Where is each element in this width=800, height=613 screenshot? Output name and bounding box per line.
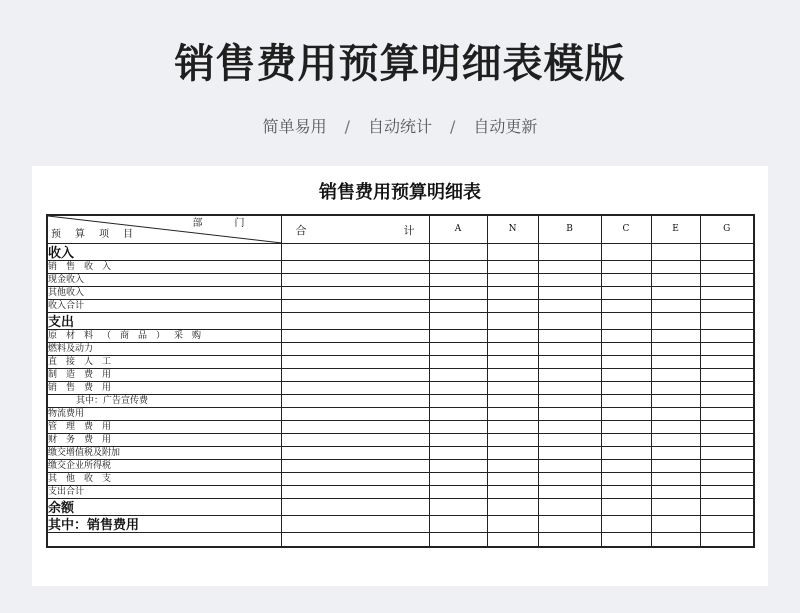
value-cell[interactable] bbox=[651, 261, 700, 274]
table-row bbox=[47, 330, 754, 343]
value-cell[interactable] bbox=[601, 261, 651, 274]
value-cell[interactable] bbox=[601, 313, 651, 330]
row-label: 管理费用 bbox=[47, 421, 281, 434]
value-cell[interactable] bbox=[700, 356, 754, 369]
value-cell[interactable] bbox=[700, 473, 754, 486]
value-cell[interactable] bbox=[700, 421, 754, 434]
value-cell[interactable] bbox=[429, 486, 487, 499]
row-label: 收入合计 bbox=[47, 300, 281, 313]
row-label: 缴交增值税及附加 bbox=[47, 447, 281, 460]
row-label: 原材料（商品）采购 bbox=[47, 330, 281, 343]
value-cell[interactable] bbox=[429, 460, 487, 473]
value-cell[interactable] bbox=[281, 421, 429, 434]
value-cell[interactable] bbox=[700, 533, 754, 547]
value-cell[interactable] bbox=[651, 343, 700, 356]
value-cell[interactable] bbox=[538, 274, 601, 287]
value-cell[interactable] bbox=[429, 330, 487, 343]
value-cell[interactable] bbox=[700, 261, 754, 274]
value-cell[interactable] bbox=[651, 473, 700, 486]
category-row bbox=[47, 244, 754, 261]
value-cell[interactable] bbox=[429, 516, 487, 533]
value-cell[interactable] bbox=[487, 395, 538, 408]
value-cell[interactable] bbox=[487, 408, 538, 421]
value-cell[interactable] bbox=[651, 434, 700, 447]
spreadsheet-preview bbox=[32, 166, 768, 586]
row-label: 收入 bbox=[47, 244, 281, 261]
value-cell[interactable] bbox=[429, 533, 487, 547]
value-cell[interactable] bbox=[700, 287, 754, 300]
value-cell[interactable] bbox=[281, 313, 429, 330]
value-cell[interactable] bbox=[651, 447, 700, 460]
category-row bbox=[47, 516, 754, 533]
value-cell[interactable] bbox=[281, 287, 429, 300]
value-cell[interactable] bbox=[601, 499, 651, 516]
value-cell[interactable] bbox=[651, 244, 700, 261]
diagonal-header-cell bbox=[47, 215, 281, 244]
value-cell[interactable] bbox=[429, 499, 487, 516]
feature-tags bbox=[0, 114, 800, 137]
value-cell[interactable] bbox=[601, 473, 651, 486]
table-row bbox=[47, 421, 754, 434]
dept-column-header: C bbox=[601, 215, 651, 244]
row-label: 财务费用 bbox=[47, 434, 281, 447]
value-cell[interactable] bbox=[429, 343, 487, 356]
value-cell[interactable] bbox=[429, 395, 487, 408]
value-cell[interactable] bbox=[651, 287, 700, 300]
value-cell[interactable] bbox=[487, 300, 538, 313]
value-cell[interactable] bbox=[538, 408, 601, 421]
value-cell[interactable] bbox=[281, 533, 429, 547]
value-cell[interactable] bbox=[429, 447, 487, 460]
value-cell[interactable] bbox=[487, 274, 538, 287]
value-cell[interactable] bbox=[700, 330, 754, 343]
row-label: 直接人工 bbox=[47, 356, 281, 369]
row-label: 缴交企业所得税 bbox=[47, 460, 281, 473]
value-cell[interactable] bbox=[429, 287, 487, 300]
value-cell[interactable] bbox=[651, 499, 700, 516]
table-row bbox=[47, 408, 754, 421]
value-cell[interactable] bbox=[487, 533, 538, 547]
value-cell[interactable] bbox=[487, 330, 538, 343]
value-cell[interactable] bbox=[538, 369, 601, 382]
table-row bbox=[47, 300, 754, 313]
value-cell[interactable] bbox=[700, 395, 754, 408]
value-cell[interactable] bbox=[281, 434, 429, 447]
value-cell[interactable] bbox=[601, 369, 651, 382]
value-cell[interactable] bbox=[651, 313, 700, 330]
table-row bbox=[47, 473, 754, 486]
value-cell[interactable] bbox=[429, 408, 487, 421]
value-cell[interactable] bbox=[487, 434, 538, 447]
value-cell[interactable] bbox=[538, 395, 601, 408]
table-row bbox=[47, 486, 754, 499]
value-cell[interactable] bbox=[281, 486, 429, 499]
value-cell[interactable] bbox=[700, 274, 754, 287]
value-cell[interactable] bbox=[651, 274, 700, 287]
value-cell[interactable] bbox=[429, 244, 487, 261]
value-cell[interactable] bbox=[538, 313, 601, 330]
value-cell[interactable] bbox=[700, 343, 754, 356]
value-cell[interactable] bbox=[429, 313, 487, 330]
value-cell[interactable] bbox=[538, 516, 601, 533]
value-cell[interactable] bbox=[538, 382, 601, 395]
table-row bbox=[47, 261, 754, 274]
tag-separator: / bbox=[450, 117, 456, 136]
budget-table bbox=[46, 214, 755, 548]
value-cell[interactable] bbox=[700, 447, 754, 460]
value-cell[interactable] bbox=[538, 421, 601, 434]
value-cell[interactable] bbox=[429, 421, 487, 434]
value-cell[interactable] bbox=[538, 460, 601, 473]
table-row bbox=[47, 447, 754, 460]
row-label: 制造费用 bbox=[47, 369, 281, 382]
dept-header-label: 部门 bbox=[192, 218, 277, 229]
value-cell[interactable] bbox=[538, 447, 601, 460]
value-cell[interactable] bbox=[487, 343, 538, 356]
row-label bbox=[47, 533, 281, 547]
value-cell[interactable] bbox=[601, 343, 651, 356]
total-column-header bbox=[281, 215, 429, 244]
row-label: 燃料及动力 bbox=[47, 343, 281, 356]
value-cell[interactable] bbox=[538, 343, 601, 356]
value-cell[interactable] bbox=[538, 287, 601, 300]
value-cell[interactable] bbox=[601, 408, 651, 421]
value-cell[interactable] bbox=[487, 447, 538, 460]
value-cell[interactable] bbox=[651, 460, 700, 473]
value-cell[interactable] bbox=[601, 287, 651, 300]
value-cell[interactable] bbox=[281, 356, 429, 369]
value-cell[interactable] bbox=[651, 300, 700, 313]
total-header-left: 合 bbox=[295, 224, 307, 237]
value-cell[interactable] bbox=[281, 274, 429, 287]
value-cell[interactable] bbox=[281, 408, 429, 421]
value-cell[interactable] bbox=[700, 434, 754, 447]
row-label: 销售费用 bbox=[47, 382, 281, 395]
value-cell[interactable] bbox=[601, 382, 651, 395]
value-cell[interactable] bbox=[281, 330, 429, 343]
value-cell[interactable] bbox=[487, 287, 538, 300]
value-cell[interactable] bbox=[429, 261, 487, 274]
budget-table-body bbox=[47, 244, 754, 547]
value-cell[interactable] bbox=[487, 261, 538, 274]
value-cell[interactable] bbox=[538, 356, 601, 369]
value-cell[interactable] bbox=[487, 473, 538, 486]
feature-tag-auto-update: 自动更新 bbox=[473, 117, 538, 136]
table-row bbox=[47, 382, 754, 395]
item-header-label: 预算项目 bbox=[51, 229, 147, 240]
row-label: 余额 bbox=[47, 499, 281, 516]
value-cell[interactable] bbox=[601, 447, 651, 460]
value-cell[interactable] bbox=[538, 244, 601, 261]
value-cell[interactable] bbox=[429, 369, 487, 382]
value-cell[interactable] bbox=[429, 382, 487, 395]
value-cell[interactable] bbox=[700, 382, 754, 395]
value-cell[interactable] bbox=[601, 300, 651, 313]
value-cell[interactable] bbox=[281, 300, 429, 313]
value-cell[interactable] bbox=[487, 369, 538, 382]
total-header-right: 计 bbox=[403, 224, 415, 237]
value-cell[interactable] bbox=[281, 261, 429, 274]
value-cell[interactable] bbox=[281, 369, 429, 382]
row-label: 销售收入 bbox=[47, 261, 281, 274]
value-cell[interactable] bbox=[538, 330, 601, 343]
table-row bbox=[47, 356, 754, 369]
value-cell[interactable] bbox=[700, 460, 754, 473]
row-label: 物流费用 bbox=[47, 408, 281, 421]
table-row bbox=[47, 287, 754, 300]
value-cell[interactable] bbox=[651, 516, 700, 533]
value-cell[interactable] bbox=[601, 516, 651, 533]
row-label: 其他收支 bbox=[47, 473, 281, 486]
dept-column-header: A bbox=[429, 215, 487, 244]
dept-column-header: G bbox=[700, 215, 754, 244]
value-cell[interactable] bbox=[281, 395, 429, 408]
value-cell[interactable] bbox=[700, 408, 754, 421]
header-row bbox=[47, 215, 754, 244]
value-cell[interactable] bbox=[281, 460, 429, 473]
value-cell[interactable] bbox=[700, 516, 754, 533]
value-cell[interactable] bbox=[281, 473, 429, 486]
dept-column-header: B bbox=[538, 215, 601, 244]
value-cell[interactable] bbox=[281, 447, 429, 460]
row-label: 其他收入 bbox=[47, 287, 281, 300]
value-cell[interactable] bbox=[429, 473, 487, 486]
value-cell[interactable] bbox=[538, 486, 601, 499]
row-label: 现金收入 bbox=[47, 274, 281, 287]
value-cell[interactable] bbox=[487, 460, 538, 473]
tag-separator: / bbox=[344, 117, 350, 136]
value-cell[interactable] bbox=[487, 421, 538, 434]
value-cell[interactable] bbox=[601, 356, 651, 369]
dept-column-header: N bbox=[487, 215, 538, 244]
category-row bbox=[47, 499, 754, 516]
value-cell[interactable] bbox=[700, 313, 754, 330]
value-cell[interactable] bbox=[601, 460, 651, 473]
value-cell[interactable] bbox=[601, 421, 651, 434]
value-cell[interactable] bbox=[281, 499, 429, 516]
value-cell[interactable] bbox=[429, 300, 487, 313]
value-cell[interactable] bbox=[487, 499, 538, 516]
value-cell[interactable] bbox=[487, 382, 538, 395]
value-cell[interactable] bbox=[429, 356, 487, 369]
value-cell[interactable] bbox=[601, 434, 651, 447]
table-row bbox=[47, 434, 754, 447]
value-cell[interactable] bbox=[601, 274, 651, 287]
value-cell[interactable] bbox=[538, 473, 601, 486]
dept-column-header: E bbox=[651, 215, 700, 244]
row-label: 其中：销售费用 bbox=[47, 516, 281, 533]
sheet-title: 销售费用预算明细表 bbox=[319, 182, 481, 203]
row-label: 支出 bbox=[47, 313, 281, 330]
category-row bbox=[47, 313, 754, 330]
value-cell[interactable] bbox=[281, 244, 429, 261]
value-cell[interactable] bbox=[538, 499, 601, 516]
value-cell[interactable] bbox=[651, 369, 700, 382]
value-cell[interactable] bbox=[487, 313, 538, 330]
value-cell[interactable] bbox=[487, 516, 538, 533]
value-cell[interactable] bbox=[487, 486, 538, 499]
value-cell[interactable] bbox=[700, 499, 754, 516]
value-cell[interactable] bbox=[601, 244, 651, 261]
feature-tag-easy: 简单易用 bbox=[262, 117, 327, 136]
value-cell[interactable] bbox=[281, 516, 429, 533]
value-cell[interactable] bbox=[700, 244, 754, 261]
value-cell[interactable] bbox=[700, 486, 754, 499]
table-row bbox=[47, 395, 754, 408]
value-cell[interactable] bbox=[429, 274, 487, 287]
page-title: 销售费用预算明细表模版 bbox=[174, 41, 626, 87]
value-cell[interactable] bbox=[601, 395, 651, 408]
value-cell[interactable] bbox=[651, 486, 700, 499]
table-row bbox=[47, 343, 754, 356]
value-cell[interactable] bbox=[601, 533, 651, 547]
value-cell[interactable] bbox=[538, 300, 601, 313]
value-cell[interactable] bbox=[651, 533, 700, 547]
row-label: 其中：广告宣传费 bbox=[47, 395, 281, 408]
value-cell[interactable] bbox=[651, 408, 700, 421]
feature-tag-auto-stats: 自动统计 bbox=[367, 117, 432, 136]
value-cell[interactable] bbox=[281, 343, 429, 356]
table-row bbox=[47, 460, 754, 473]
value-cell[interactable] bbox=[651, 421, 700, 434]
value-cell[interactable] bbox=[651, 330, 700, 343]
table-row bbox=[47, 533, 754, 547]
value-cell[interactable] bbox=[487, 356, 538, 369]
row-label: 支出合计 bbox=[47, 486, 281, 499]
value-cell[interactable] bbox=[651, 382, 700, 395]
value-cell[interactable] bbox=[429, 434, 487, 447]
value-cell[interactable] bbox=[538, 261, 601, 274]
value-cell[interactable] bbox=[538, 434, 601, 447]
value-cell[interactable] bbox=[700, 369, 754, 382]
table-row bbox=[47, 274, 754, 287]
value-cell[interactable] bbox=[281, 382, 429, 395]
value-cell[interactable] bbox=[538, 533, 601, 547]
value-cell[interactable] bbox=[487, 244, 538, 261]
value-cell[interactable] bbox=[651, 356, 700, 369]
table-row bbox=[47, 369, 754, 382]
value-cell[interactable] bbox=[601, 486, 651, 499]
value-cell[interactable] bbox=[601, 330, 651, 343]
value-cell[interactable] bbox=[651, 395, 700, 408]
value-cell[interactable] bbox=[700, 300, 754, 313]
